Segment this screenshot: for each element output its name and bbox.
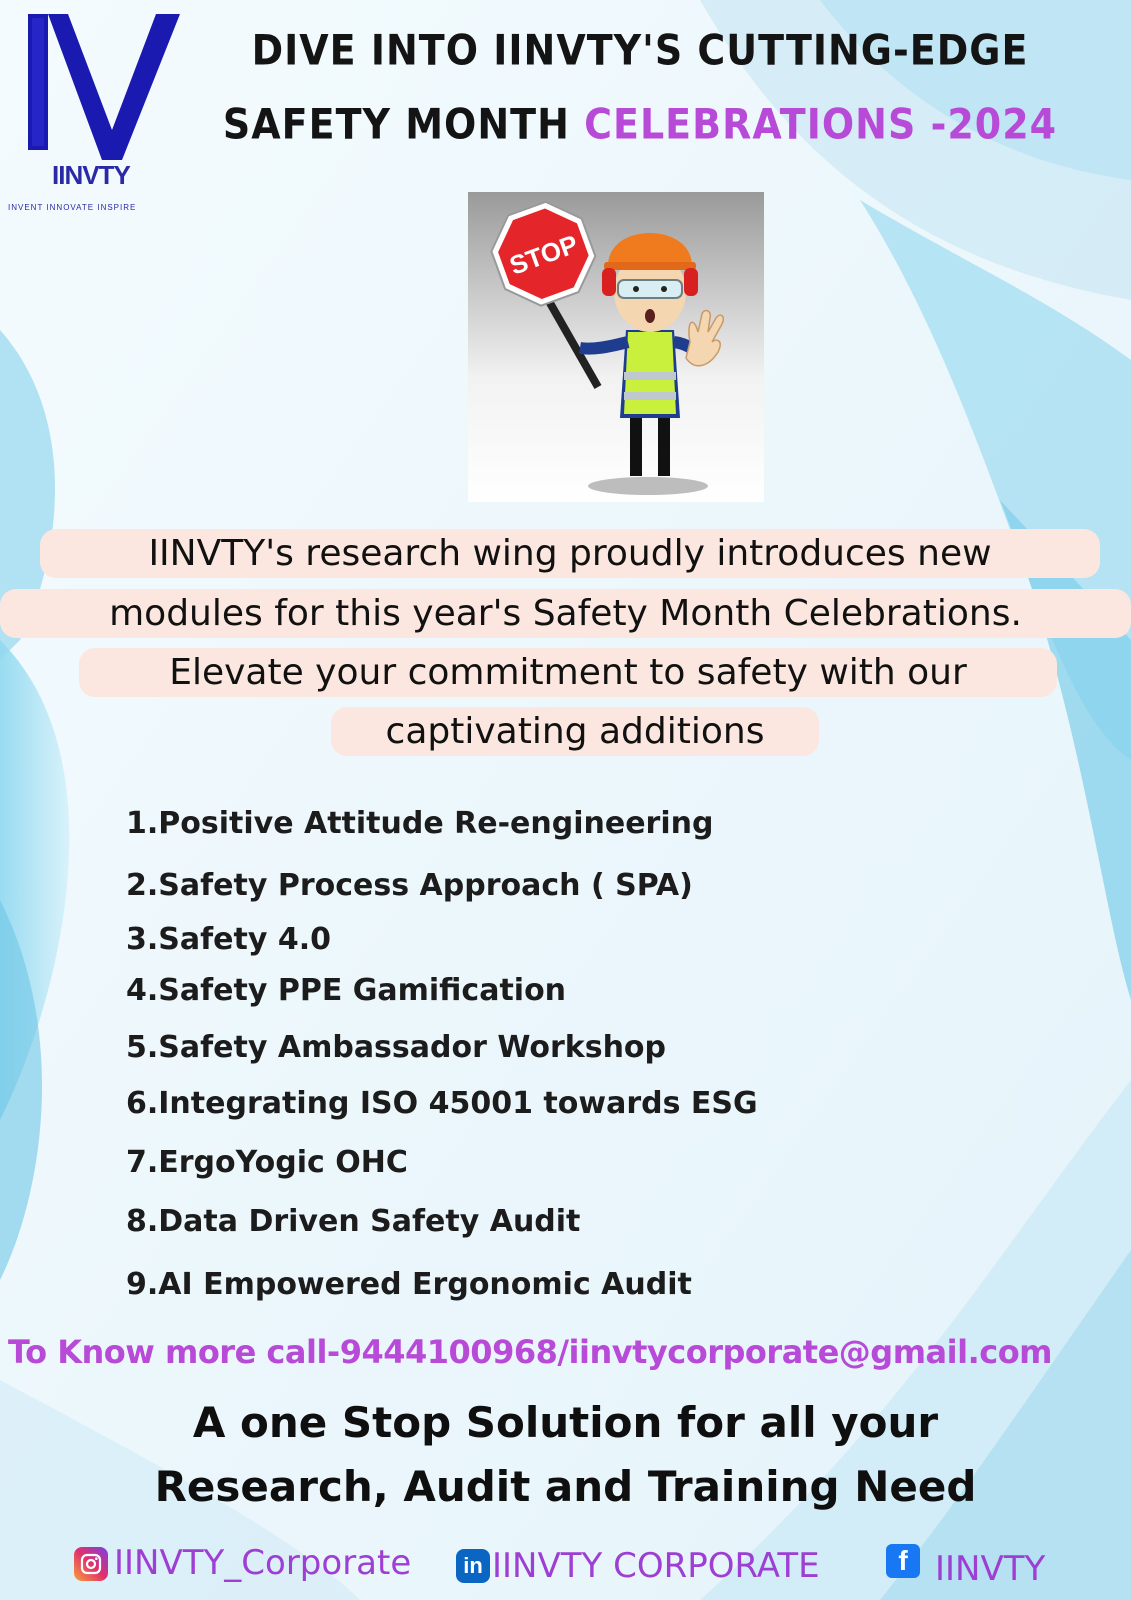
module-item: 8.Data Driven Safety Audit (126, 1204, 581, 1239)
facebook-handle[interactable]: IINVTY (935, 1549, 1046, 1589)
contact-line: To Know more call-9444100968/iinvtycorporate@gmail.com (8, 1333, 1053, 1371)
facebook-icon-text: f (898, 1545, 908, 1576)
intro-line-2: modules for this year's Safety Month Celebrations. (0, 589, 1131, 638)
linkedin-icon-text: in (463, 1553, 483, 1578)
headline-line-2 (190, 100, 1090, 148)
module-item: 5.Safety Ambassador Workshop (126, 1030, 667, 1065)
instagram-icon (74, 1547, 108, 1581)
module-item: 9.AI Empowered Ergonomic Audit (126, 1267, 692, 1302)
tagline-line-1: A one Stop Solution for all your (192, 1398, 939, 1447)
headline-line-2-prefix: SAFETY MONTH (222, 99, 585, 149)
tagline-line-2: Research, Audit and Training Need (154, 1462, 977, 1511)
headline-line-1: DIVE INTO IINVTY'S CUTTING-EDGE (251, 25, 1029, 75)
facebook-icon (886, 1544, 920, 1578)
stop-sign-text: STOP (505, 228, 582, 281)
linkedin-handle[interactable]: IINVTY CORPORATE (492, 1546, 820, 1586)
intro-line-4: captivating additions (331, 707, 819, 756)
linkedin-icon (456, 1549, 490, 1583)
logo-text: IINVTY (52, 160, 130, 190)
safety-worker-illustration (468, 192, 764, 502)
logo-tagline: INVENT INNOVATE INSPIRE (8, 203, 137, 212)
headline-line-2-accent: CELEBRATIONS -2024 (584, 99, 1058, 149)
module-item: 1.Positive Attitude Re-engineering (126, 806, 714, 841)
module-item: 3.Safety 4.0 (126, 922, 332, 957)
module-item: 2.Safety Process Approach ( SPA) (126, 868, 693, 903)
instagram-handle[interactable]: IINVTY_Corporate (114, 1543, 412, 1583)
intro-line-3: Elevate your commitment to safety with our (79, 648, 1057, 697)
module-item: 4.Safety PPE Gamification (126, 973, 567, 1008)
module-item: 6.Integrating ISO 45001 towards ESG (126, 1086, 758, 1121)
module-item: 7.ErgoYogic OHC (126, 1145, 408, 1180)
intro-line-1: IINVTY's research wing proudly introduces new (40, 529, 1100, 578)
